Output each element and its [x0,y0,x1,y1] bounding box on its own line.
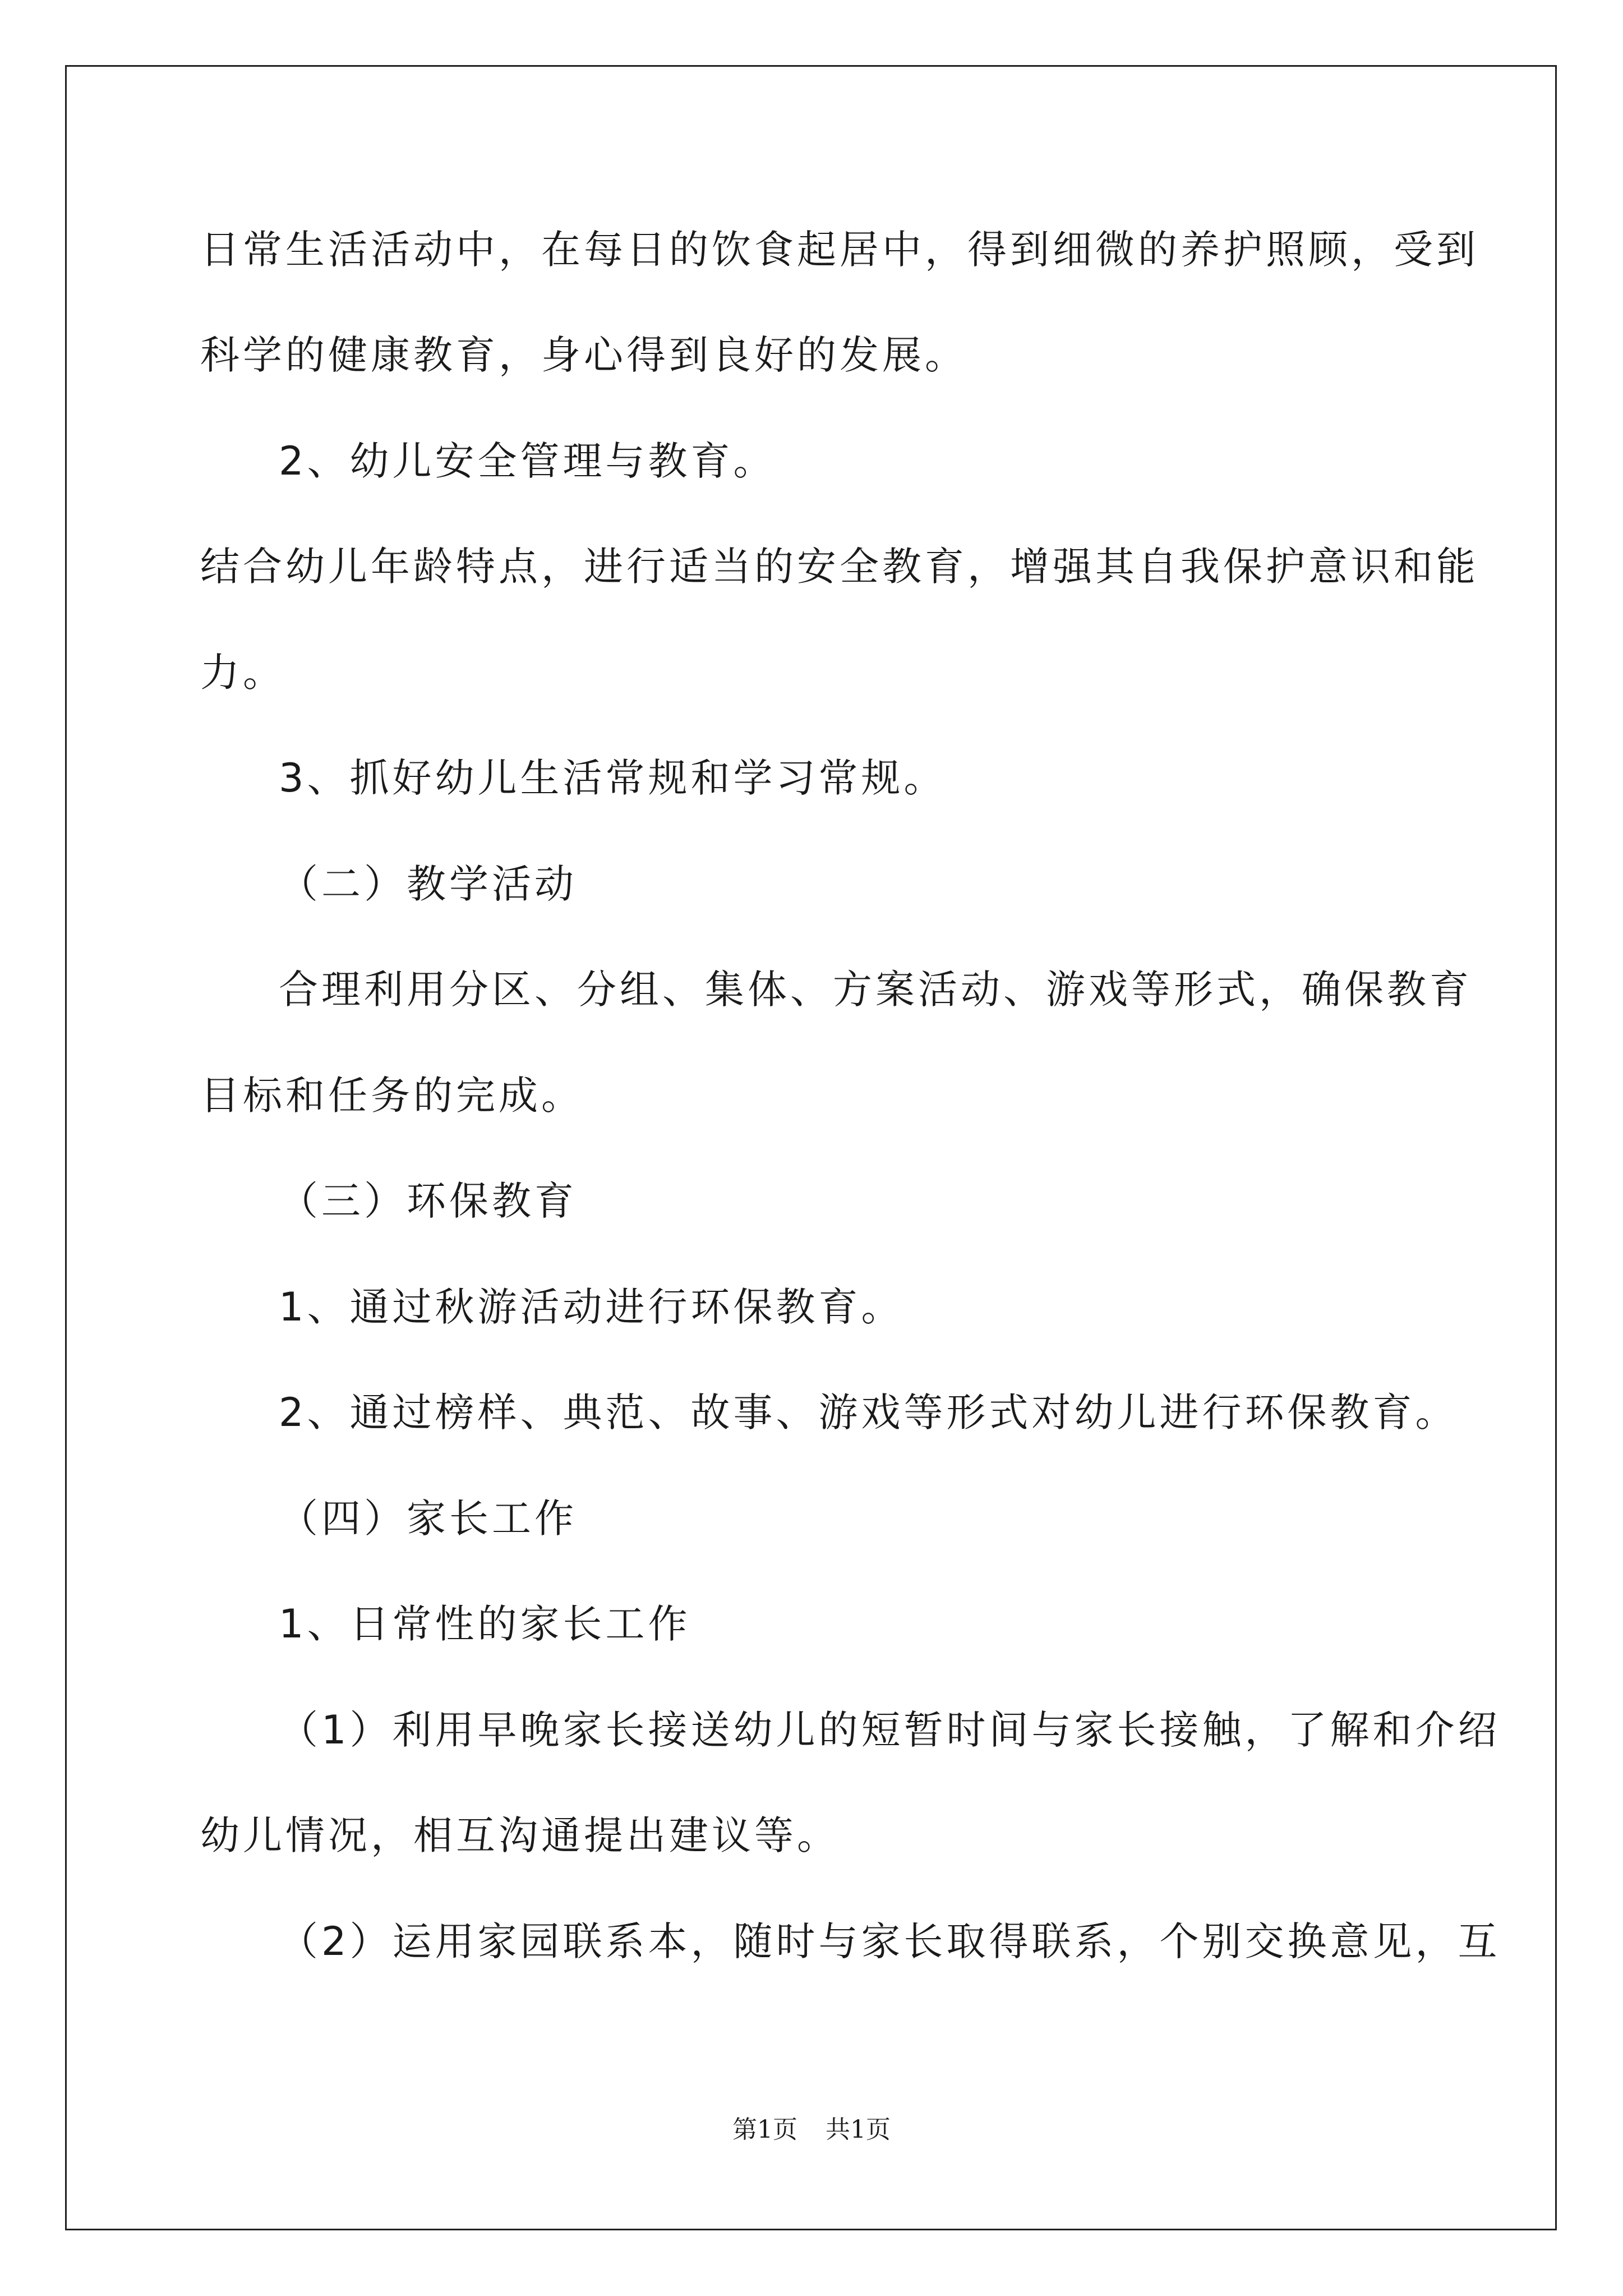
text-line: 目标和任务的完成。 [200,1073,584,1119]
text-line: （1）利用早晚家长接送幼儿的短暂时间与家长接触，了解和介绍 [279,1707,1501,1753]
text-line: 合理利用分区、分组、集体、方案活动、游戏等形式，确保教育 [279,967,1472,1013]
section-heading: （二）教学活动 [279,861,577,907]
page-number: 第1页 [732,2115,797,2144]
list-item-heading: 1、日常性的家长工作 [279,1601,691,1647]
list-item-heading: 3、抓好幼儿生活常规和学习常规。 [279,755,947,801]
text-line: 幼儿情况，相互沟通提出建议等。 [200,1812,840,1858]
list-item-heading: 2、幼儿安全管理与教育。 [279,438,776,484]
text-line: 结合幼儿年龄特点，进行适当的安全教育，增强其自我保护意识和能 [200,544,1479,590]
text-line: 科学的健康教育，身心得到良好的发展。 [200,332,967,378]
page-total: 共1页 [826,2115,891,2144]
section-heading: （三）环保教育 [279,1178,577,1224]
page-border [65,65,1557,2230]
section-heading: （四）家长工作 [279,1496,577,1542]
list-item-heading: 1、通过秋游活动进行环保教育。 [279,1284,904,1330]
text-line: （2）运用家园联系本，随时与家长取得联系，个别交换意见，互 [279,1918,1501,1964]
page-footer [0,2109,1623,2145]
text-line: 日常生活活动中，在每日的饮食起居中，得到细微的养护照顾，受到 [200,227,1479,273]
text-line: 力。 [200,650,285,696]
list-item-heading: 2、通过榜样、典范、故事、游戏等形式对幼儿进行环保教育。 [279,1389,1458,1435]
